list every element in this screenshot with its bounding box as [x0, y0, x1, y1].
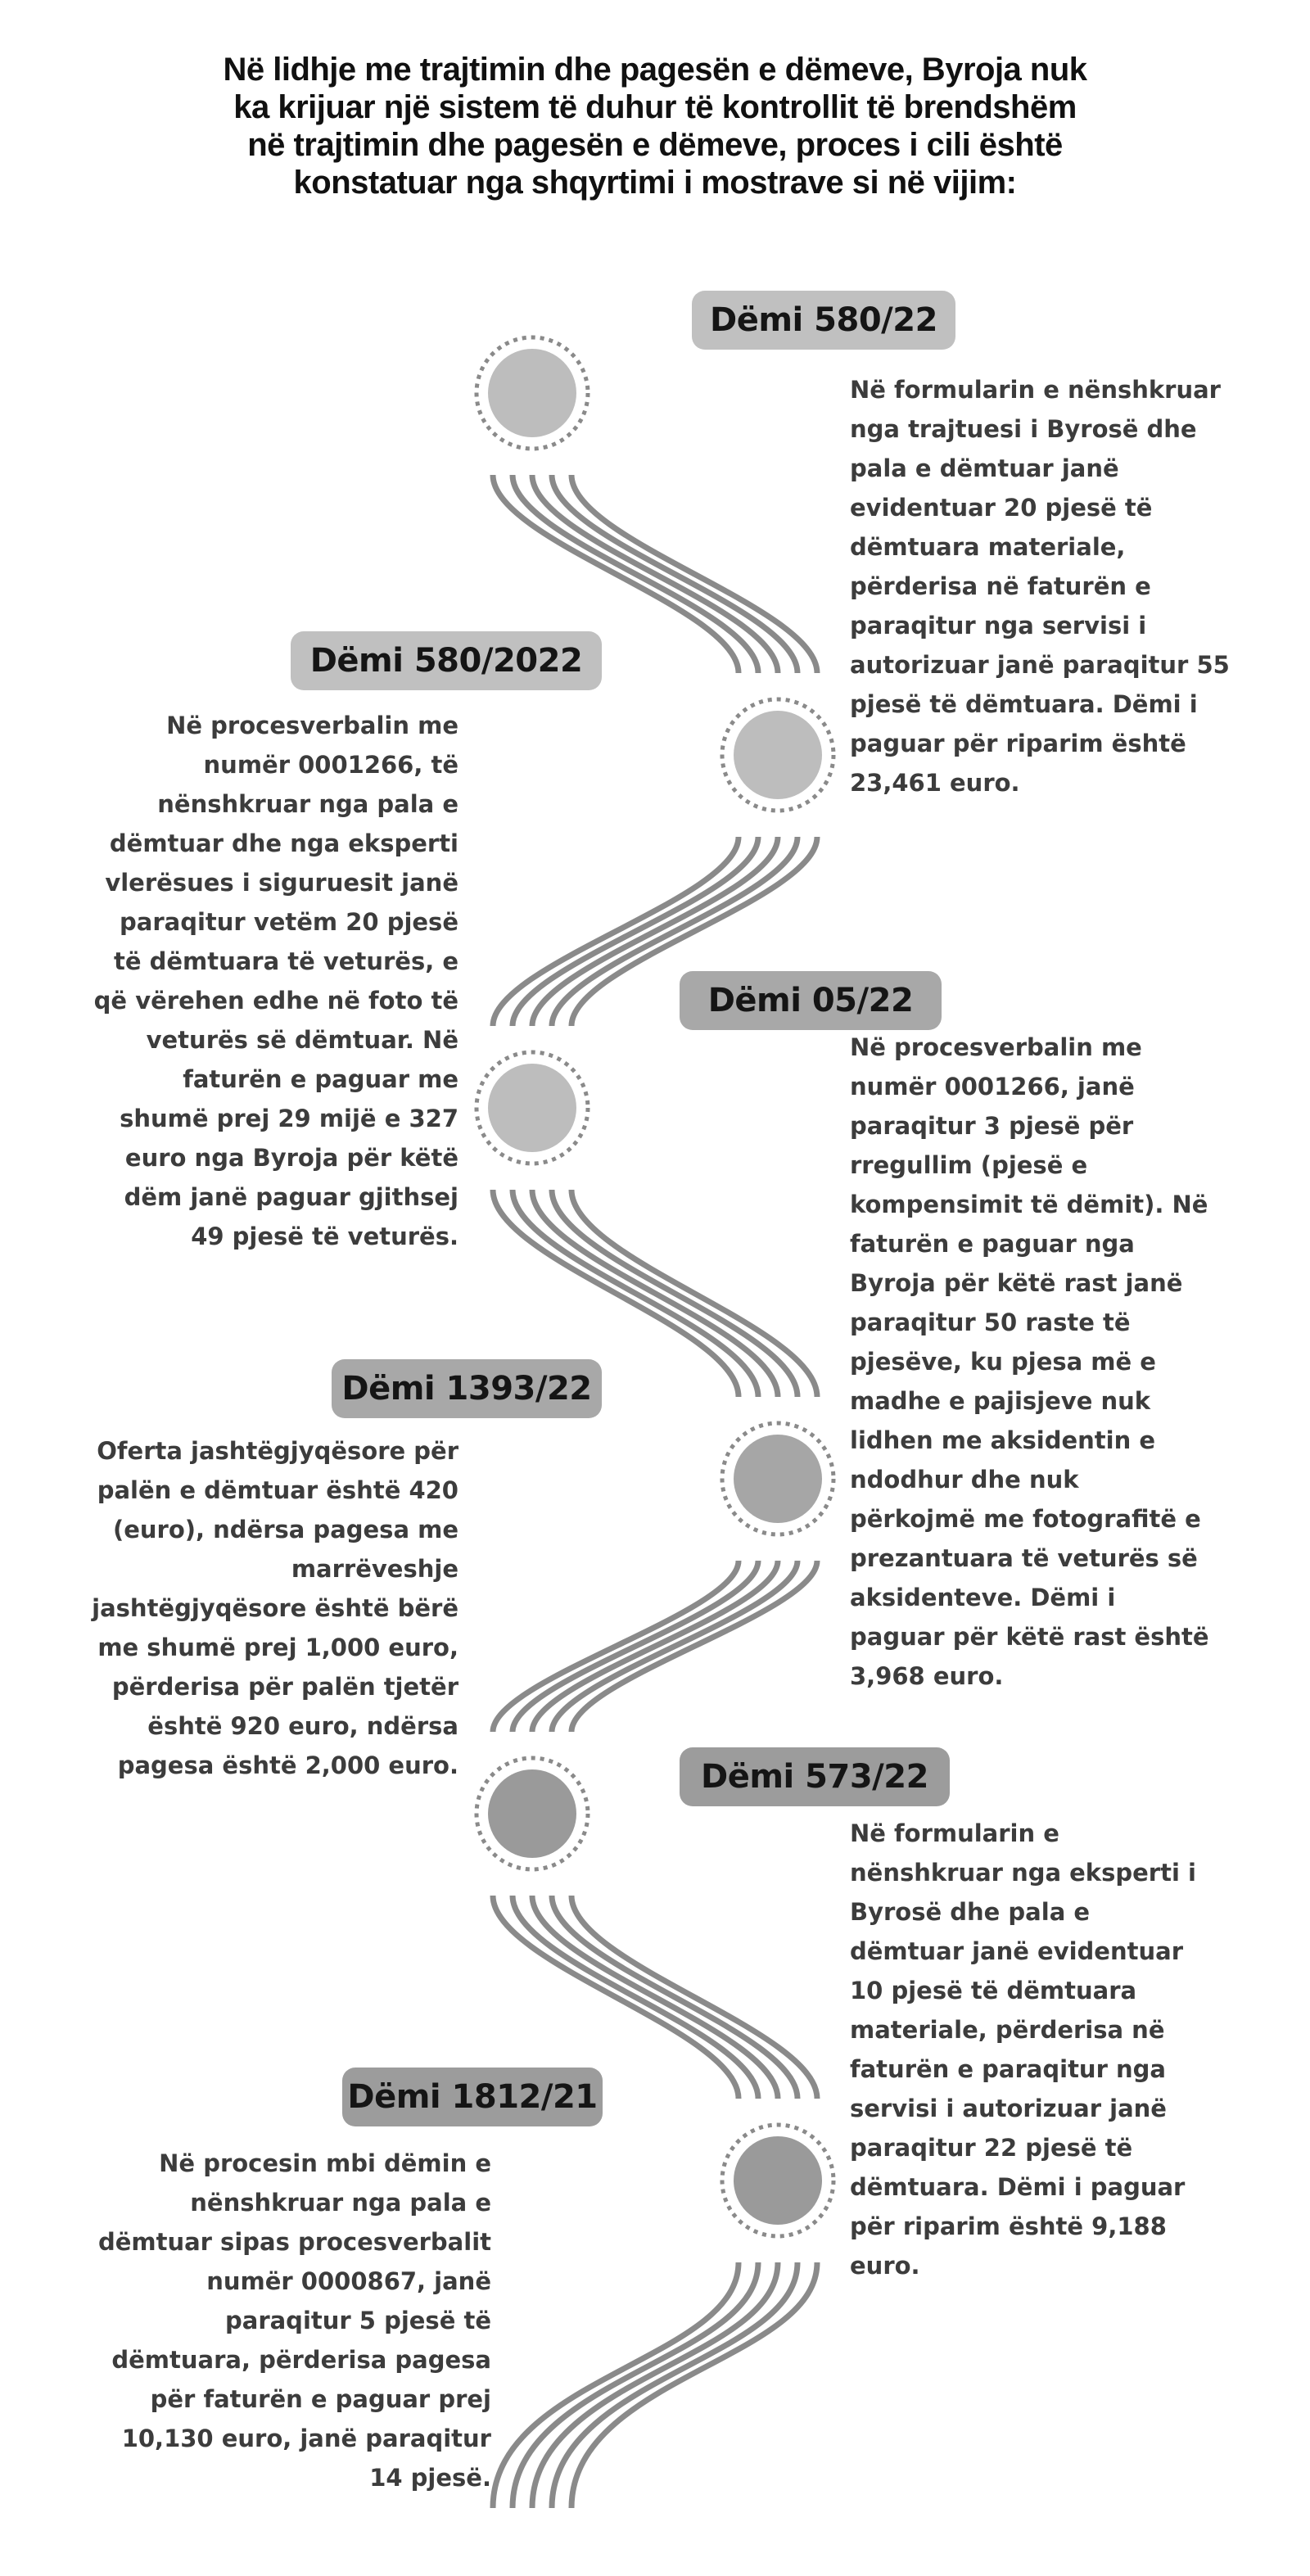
description-demi-580-2022: Në procesverbalin me numër 0001266, të nënshkruar nga pala e dëmtuar dhe nga eksperti vlerësues i siguruesit janë paraqitur vetëm 20 pjesë të dëmtuara të veturës, e që vërehen edhe në foto të veturës së dëmtuar. Në faturën e paguar me shumë prej 29 mijë e 327 euro nga Byroja për këtë dëm janë paguar gjithsej 49 pjesë të veturës. — [93, 712, 458, 1250]
description-demi-1393-22: Oferta jashtëgjyqësore për palën e dëmtuar është 420 (euro), ndërsa pagesa me marrëveshje jashtëgjyqësore është bërë me shumë prej 1,000 euro, përderisa për palën tjetër është 920 euro, ndërsa pagesa është 2,000 euro. — [92, 1437, 458, 1779]
timeline-node-dot — [488, 349, 576, 437]
timeline-node-dot — [734, 2136, 822, 2225]
description-demi-05-22: Në procesverbalin me numër 0001266, janë paraqitur 3 pjesë për rregullim (pjesë e kompensimit të dëmit). Në faturën e paguar nga Byroja për këtë rast janë paraqitur 50 raste të pjesëve, ku pjesa më e madhe e pajisjeve nuk lidhen me aksidentin e ndodhur dhe nuk përkojmë me fotografitë e prezantuara të veturës së aksidenteve. Dëmi i paguar për këtë rast është 3,968 euro. — [850, 1033, 1209, 1690]
badge-demi-1812-21: Dëmi 1812/21 — [342, 2068, 603, 2126]
badge-demi-05-22: Dëmi 05/22 — [680, 971, 942, 1030]
description-demi-1812-21: Në procesin mbi dëmin e nënshkruar nga pala e dëmtuar sipas procesverbalit numër 0000867, janë paraqitur 5 pjesë të dëmtuara, përderisa pagesa për faturën e paguar prej 10,130 euro, janë paraqitur 14 pjesë. — [97, 2149, 491, 2492]
description-demi-573-22: Në formularin e nënshkruar nga eksperti i Byrosë dhe pala e dëmtuar janë evidentuar 10 pjesë të dëmtuara materiale, përderisa në faturën e paraqitur nga servisi i autorizuar janë paraqitur 22 pjesë të dëmtuara. Dëmi i paguar për riparim është 9,188 euro. — [850, 1819, 1196, 2280]
description-demi-580-22: Në formularin e nënshkruar nga trajtuesi i Byrosë dhe pala e dëmtuar janë evidentuar 20 pjesë të dëmtuara materiale, përderisa në faturën e paraqitur nga servisi i autorizuar janë paraqitur 55 pjesë të dëmtuara. Dëmi i paguar për riparim është 23,461 euro. — [850, 376, 1230, 797]
badge-demi-580-2022: Dëmi 580/2022 — [291, 631, 602, 690]
timeline-node-dot — [734, 711, 822, 799]
badge-demi-1393-22: Dëmi 1393/22 — [332, 1359, 602, 1418]
badge-demi-573-22: Dëmi 573/22 — [680, 1747, 950, 1806]
page-title: Në lidhje me trajtimin dhe pagesën e dëmeve, Byroja nuk ka krijuar një sistem të duhur të kontrollit të brendshëm në trajtimin dhe pagesën e dëmeve, proces i cili është konstatuar nga shqyrtimi i mostrave si në vijim: — [223, 52, 1087, 201]
badge-demi-580-22: Dëmi 580/22 — [692, 291, 955, 350]
timeline-node-dot — [734, 1435, 822, 1523]
timeline-node-dot — [488, 1064, 576, 1152]
timeline-node-dot — [488, 1769, 576, 1858]
